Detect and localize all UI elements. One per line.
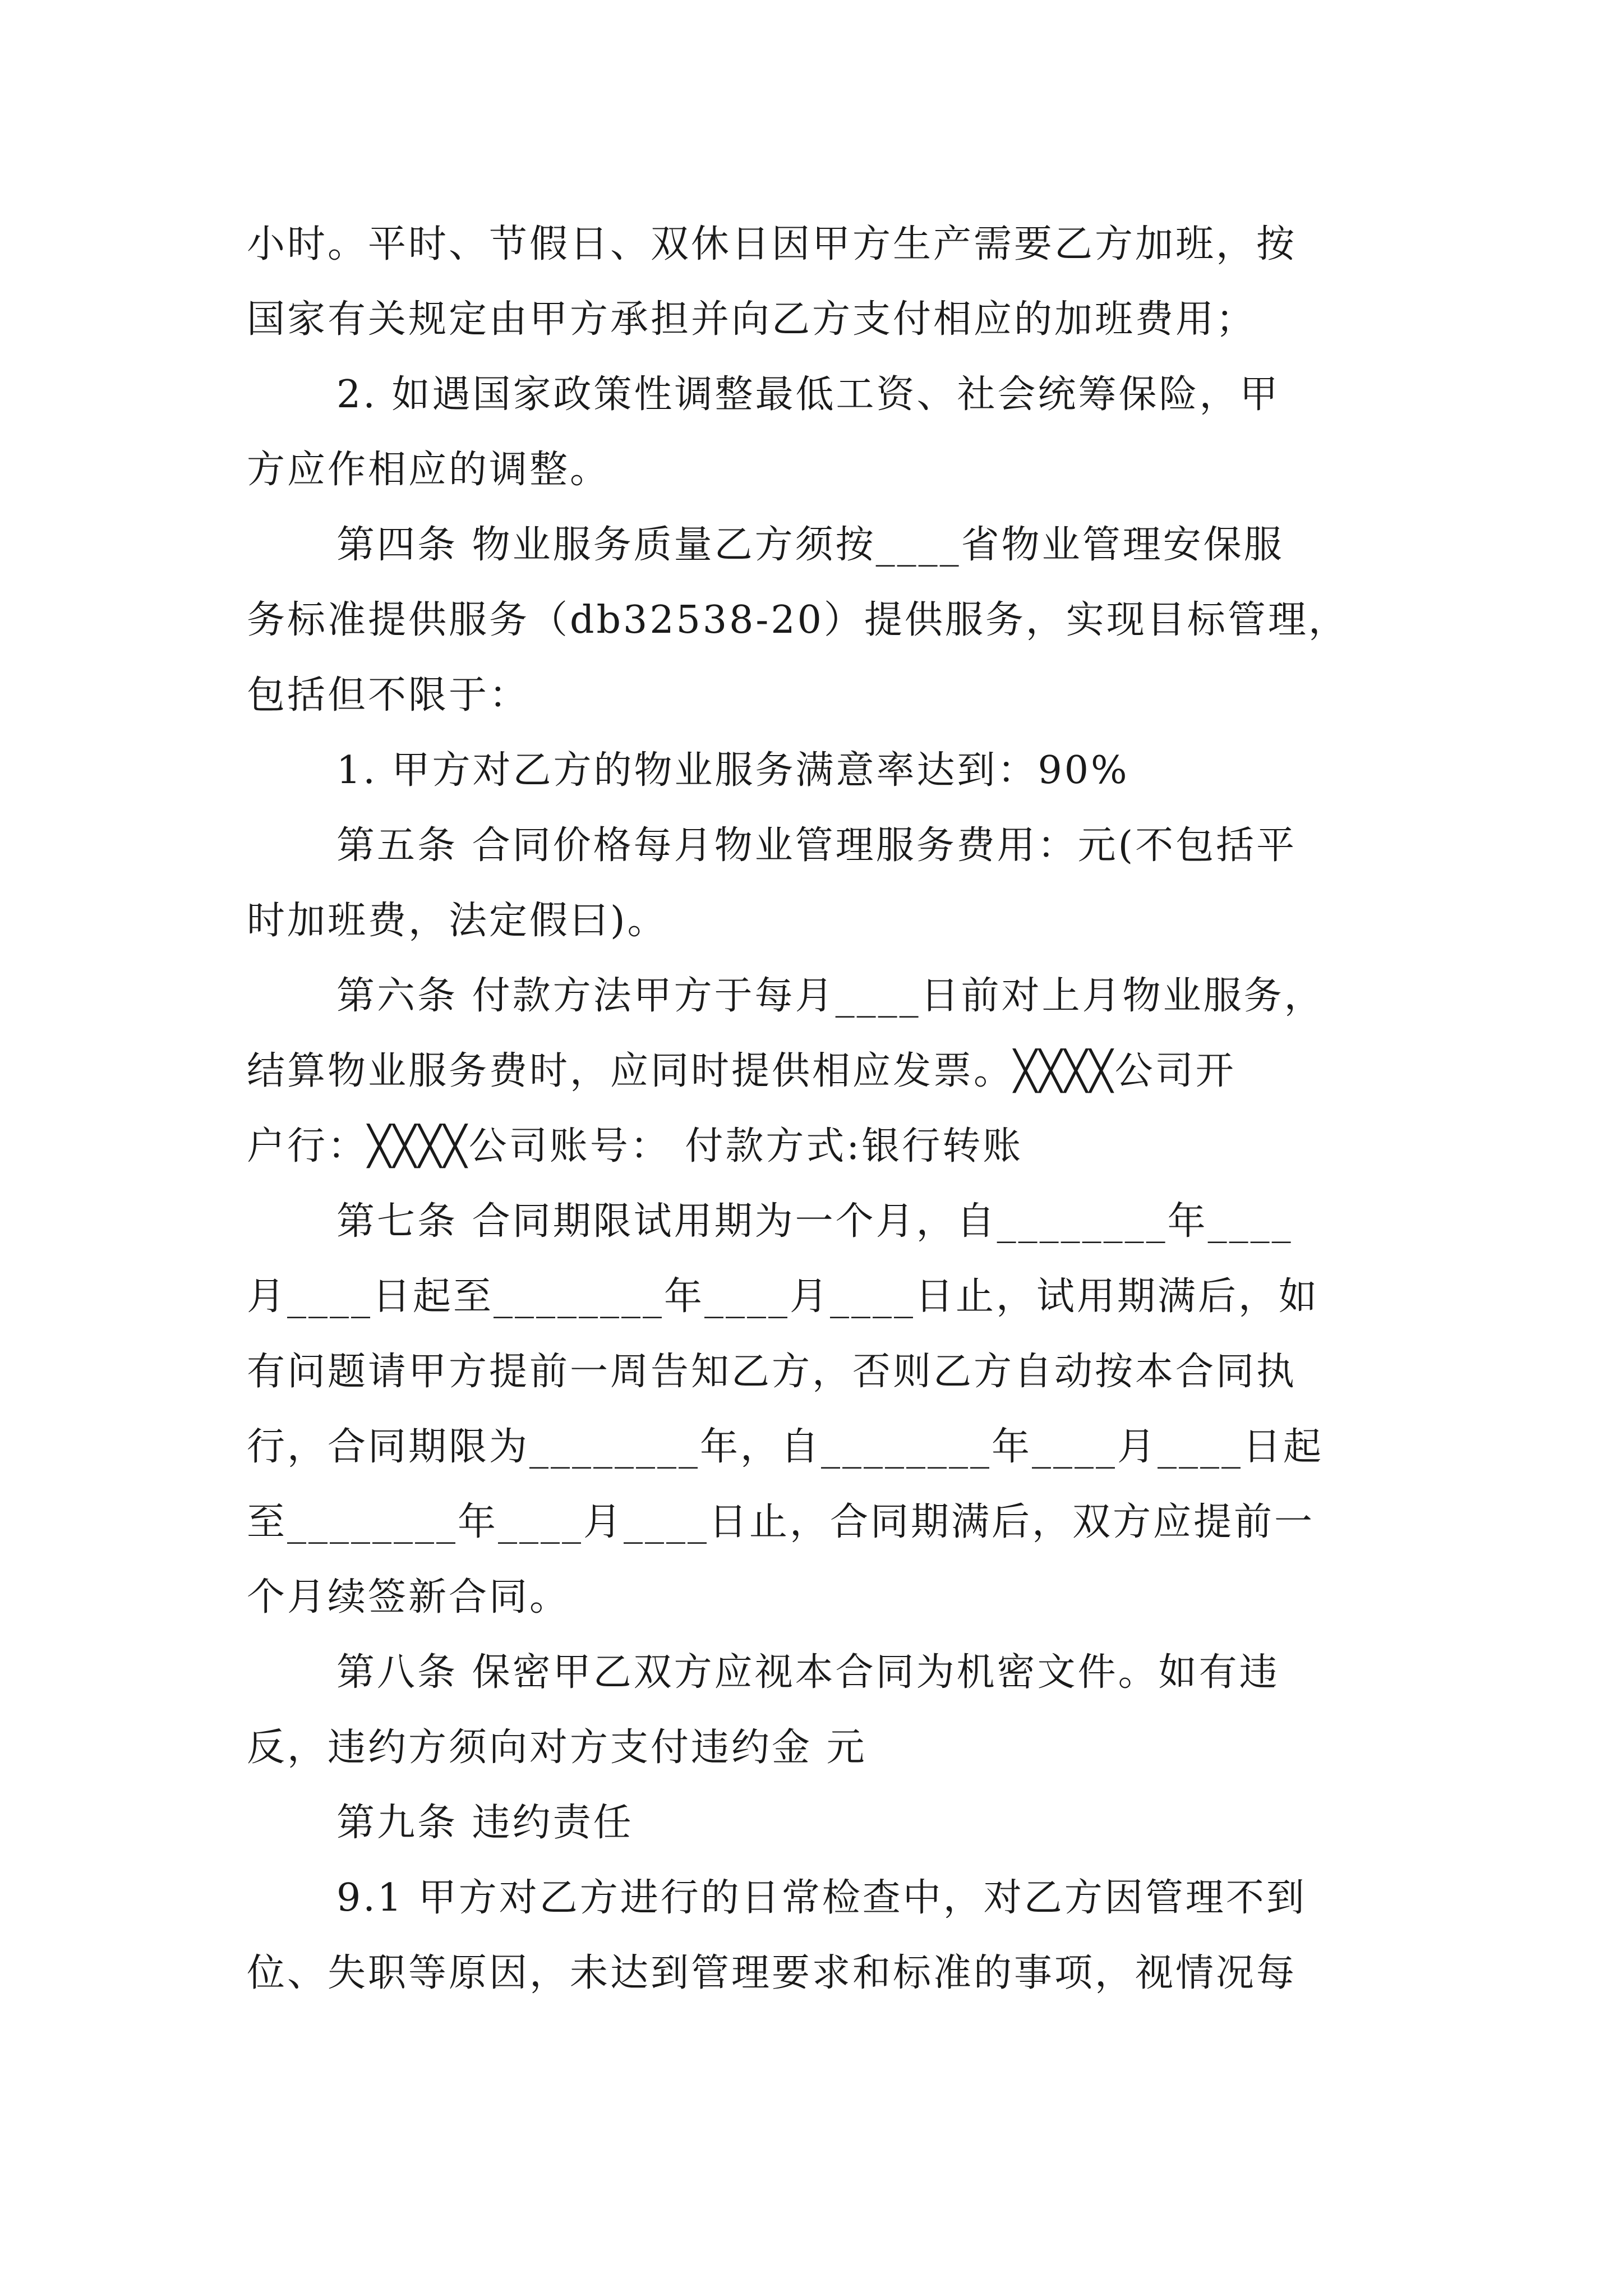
- text-line-6: 务标准提供服务（db32538-20）提供服务，实现目标管理，: [247, 598, 1349, 642]
- text-line-20: 第八条 保密甲乙双方应视本合同为机密文件。如有违: [336, 1650, 1280, 1695]
- text-line-14: 第七条 合同期限试用期为一个月，自________年____: [336, 1199, 1293, 1244]
- text-line-8: 1. 甲方对乙方的物业服务满意率达到：90%: [336, 748, 1129, 793]
- text-line-16: 有问题请甲方提前一周告知乙方，否则乙方自动按本合同执: [247, 1350, 1297, 1394]
- text-line-3: 2. 如遇国家政策性调整最低工资、社会统筹保险，甲: [336, 372, 1280, 417]
- text-line-15: 月____日起至________年____月____日止，试用期满后，如: [247, 1274, 1320, 1319]
- text-line-9: 第五条 合同价格每月物业管理服务费用：元(不包括平: [336, 823, 1297, 868]
- text-line-23: 9.1 甲方对乙方进行的日常检查中，对乙方因管理不到: [336, 1876, 1307, 1920]
- text-line-17: 行，合同期限为________年，自________年____月____日起: [247, 1425, 1324, 1469]
- text-line-12: 结算物业服务费时，应同时提供相应发票。╳╳╳╳公司开: [247, 1049, 1236, 1093]
- text-line-1: 小时。平时、节假日、双休日因甲方生产需要乙方加班，按: [247, 222, 1297, 266]
- text-line-24: 位、失职等原因，未达到管理要求和标准的事项，视情况每: [247, 1951, 1297, 1995]
- text-line-13: 户行：╳╳╳╳公司账号： 付款方式:银行转账: [247, 1124, 1023, 1168]
- text-line-7: 包括但不限于：: [247, 673, 530, 717]
- text-line-2: 国家有关规定由甲方承担并向乙方支付相应的加班费用；: [247, 297, 1257, 342]
- text-line-4: 方应作相应的调整。: [247, 448, 611, 492]
- text-line-10: 时加班费，法定假曰)。: [247, 899, 668, 943]
- text-line-5: 第四条 物业服务质量乙方须按____省物业管理安保服: [336, 523, 1284, 567]
- text-line-21: 反，违约方须向对方支付违约金 元: [247, 1726, 867, 1770]
- text-line-11: 第六条 付款方法甲方于每月____日前对上月物业服务，: [336, 974, 1325, 1018]
- text-line-18: 至________年____月____日止，合同期满后，双方应提前一: [247, 1500, 1315, 1544]
- text-line-19: 个月续签新合同。: [247, 1575, 570, 1619]
- text-line-22: 第九条 违约责任: [336, 1801, 634, 1845]
